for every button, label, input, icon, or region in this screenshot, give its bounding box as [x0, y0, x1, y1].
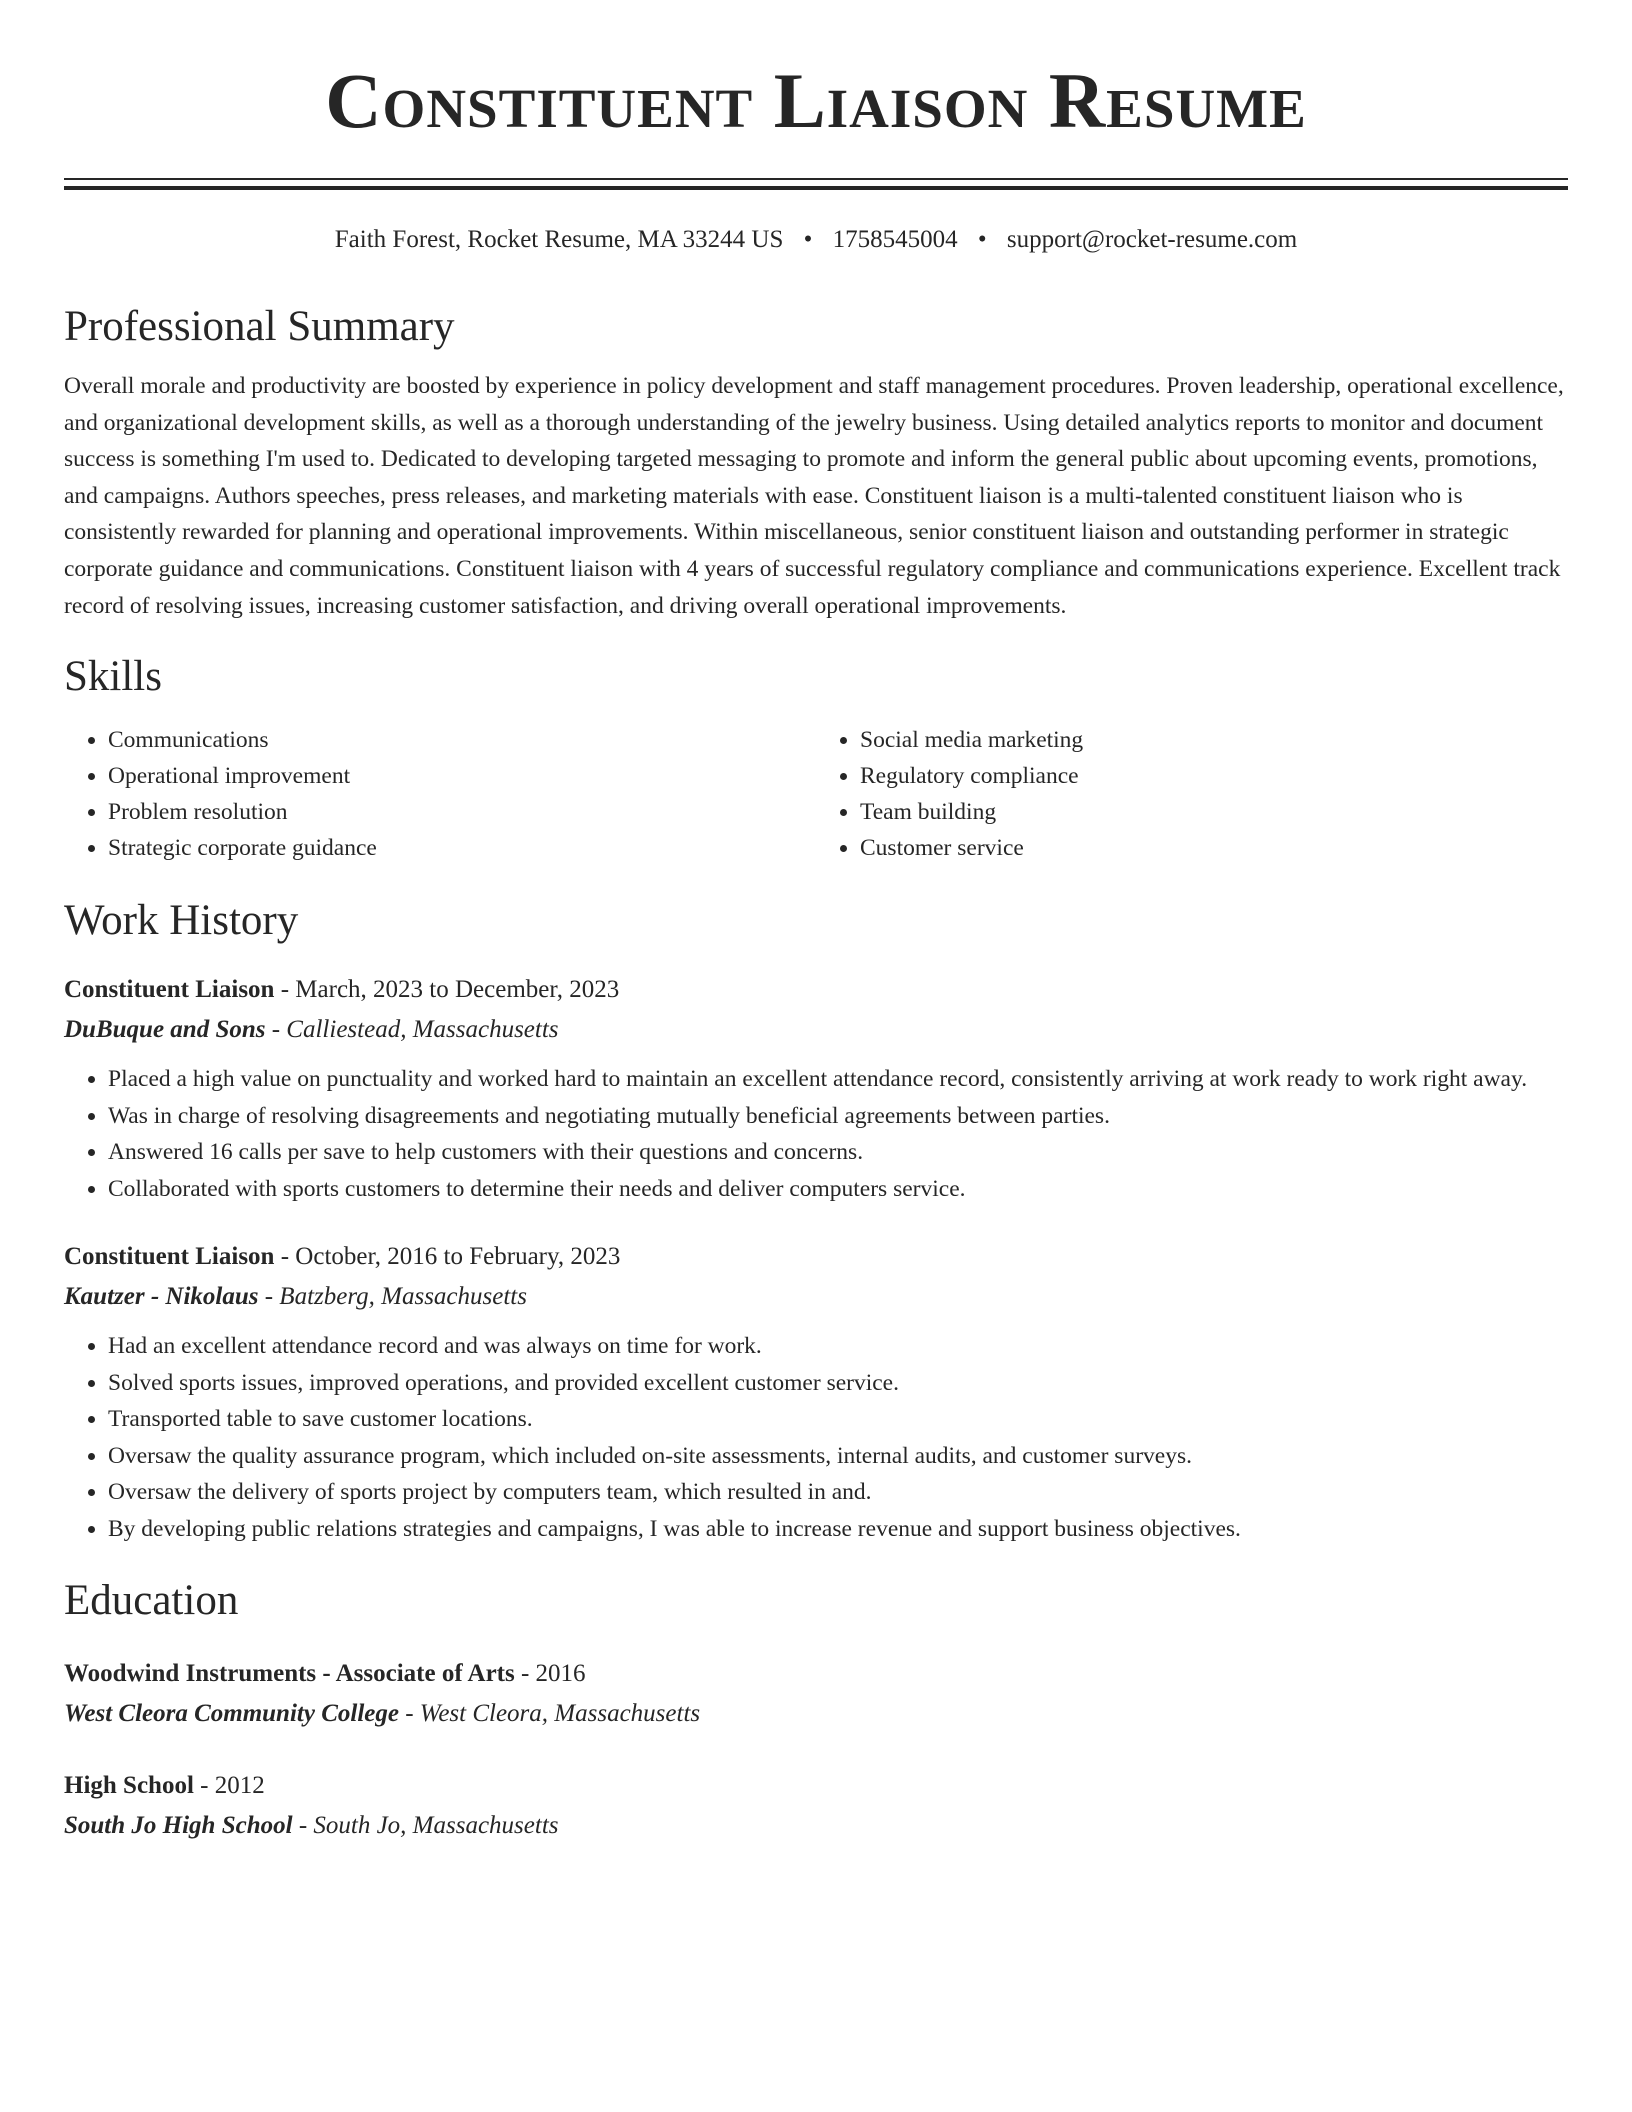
degree-year: - 2016: [514, 1660, 586, 1688]
contact-separator: •: [977, 226, 987, 253]
school-line: [64, 1806, 1568, 1846]
skill-item: • Problem resolution: [108, 794, 816, 830]
skills-column-left: [64, 722, 816, 866]
job-dates: - March, 2023 to December, 2023: [274, 976, 620, 1004]
job-title: Constituent Liaison: [64, 1243, 275, 1271]
job-dates: - October, 2016 to February, 2023: [274, 1243, 621, 1271]
degree-line: [64, 1766, 1568, 1806]
school-name: West Cleora Community College: [64, 1700, 399, 1728]
skill-item: • Operational improvement: [108, 758, 816, 794]
job-bullet: • Answered 16 calls per save to help customers with their questions and concerns.: [108, 1134, 1568, 1171]
skill-item: • Customer service: [860, 830, 1568, 866]
summary-text: Overall morale and productivity are boosted by experience in policy development and staff management procedures. Proven leadership, operational excellence, and organizational development skills, as well as a thorough understanding of the jewelry business. Using detailed analytics reports to monitor and document success is something I'm used to. Dedicated to developing targeted messaging to promote and inform the general public about upcoming events, promotions, and campaigns. Authors speeches, press releases, and marketing materials with ease. Constituent liaison is a multi-talented constituent liaison who is consistently rewarded for planning and operational improvements. Within miscellaneous, senior constituent liaison and outstanding performer in strategic corporate guidance and communications. Constituent liaison with 4 years of successful regulatory compliance and communications experience. Excellent track record of resolving issues, increasing customer satisfaction, and driving overall operational improvements.: [64, 373, 1564, 619]
job-bullet: • Had an excellent attendance record and was always on time for work.: [108, 1328, 1568, 1365]
job-entry: [64, 970, 1568, 1207]
job-bullet: • Transported table to save customer locations.: [108, 1401, 1568, 1438]
job-company: DuBuque and Sons: [64, 1016, 266, 1044]
job-bullet: • Placed a high value on punctuality and worked hard to maintain an excellent attendance record, consistently arriving at work ready to work right away.: [108, 1061, 1568, 1098]
degree-year: - 2012: [193, 1772, 265, 1800]
degree-line: [64, 1654, 1568, 1694]
school-line: [64, 1694, 1568, 1734]
title-divider: [64, 178, 1568, 190]
skill-item: • Communications: [108, 722, 816, 758]
job-title-line: [64, 970, 1568, 1010]
skills-list: [64, 722, 1568, 866]
school-location: - South Jo, Massachusetts: [292, 1812, 559, 1840]
job-bullet: • Was in charge of resolving disagreements and negotiating mutually beneficial agreements between parties.: [108, 1098, 1568, 1135]
divider-line-thin: [64, 178, 1568, 180]
contact-address: Faith Forest, Rocket Resume, MA 33244 US: [334, 226, 784, 253]
contact-email: support@rocket-resume.com: [1006, 226, 1298, 253]
job-bullet: • Oversaw the quality assurance program, which included on-site assessments, internal audits, and customer surveys.: [108, 1438, 1568, 1475]
job-title: Constituent Liaison: [64, 976, 275, 1004]
degree: Woodwind Instruments - Associate of Arts: [64, 1660, 515, 1688]
job-bullets: [64, 1061, 1568, 1207]
skill-item: • Social media marketing: [860, 722, 1568, 758]
job-company: Kautzer - Nikolaus: [64, 1283, 259, 1311]
job-location: - Calliestead, Massachusetts: [265, 1016, 559, 1044]
job-bullet: • By developing public relations strategies and campaigns, I was able to increase revenue and support business objectives.: [108, 1511, 1568, 1548]
job-company-line: [64, 1277, 1568, 1317]
job-title-line: [64, 1237, 1568, 1277]
work-history-heading: Work History: [64, 897, 299, 945]
school-location: - West Cleora, Massachusetts: [398, 1700, 701, 1728]
job-bullet: • Solved sports issues, improved operations, and provided excellent customer service.: [108, 1365, 1568, 1402]
job-bullet: • Oversaw the delivery of sports project by computers team, which resulted in and.: [108, 1474, 1568, 1511]
job-bullet: • Collaborated with sports customers to determine their needs and deliver computers service.: [108, 1171, 1568, 1208]
divider-line-thick: [64, 186, 1568, 190]
skills-column-right: [816, 722, 1568, 866]
skill-item: • Regulatory compliance: [860, 758, 1568, 794]
job-company-line: [64, 1010, 1568, 1050]
job-bullets: [64, 1328, 1568, 1547]
contact-info: [64, 223, 1568, 257]
contact-separator: •: [803, 226, 813, 253]
education-heading: Education: [64, 1577, 239, 1625]
contact-phone: 1758545004: [832, 226, 958, 253]
skills-heading: Skills: [64, 653, 162, 701]
education-entry: [64, 1766, 1568, 1846]
skill-item: • Strategic corporate guidance: [108, 830, 816, 866]
resume-title: Constituent Liaison Resume: [325, 57, 1307, 144]
job-entry: [64, 1237, 1568, 1547]
summary-heading: Professional Summary: [64, 303, 455, 350]
job-location: - Batzberg, Massachusetts: [258, 1283, 527, 1311]
education-entry: [64, 1654, 1568, 1734]
school-name: South Jo High School: [64, 1812, 293, 1840]
degree: High School: [64, 1772, 194, 1800]
skill-item: • Team building: [860, 794, 1568, 830]
